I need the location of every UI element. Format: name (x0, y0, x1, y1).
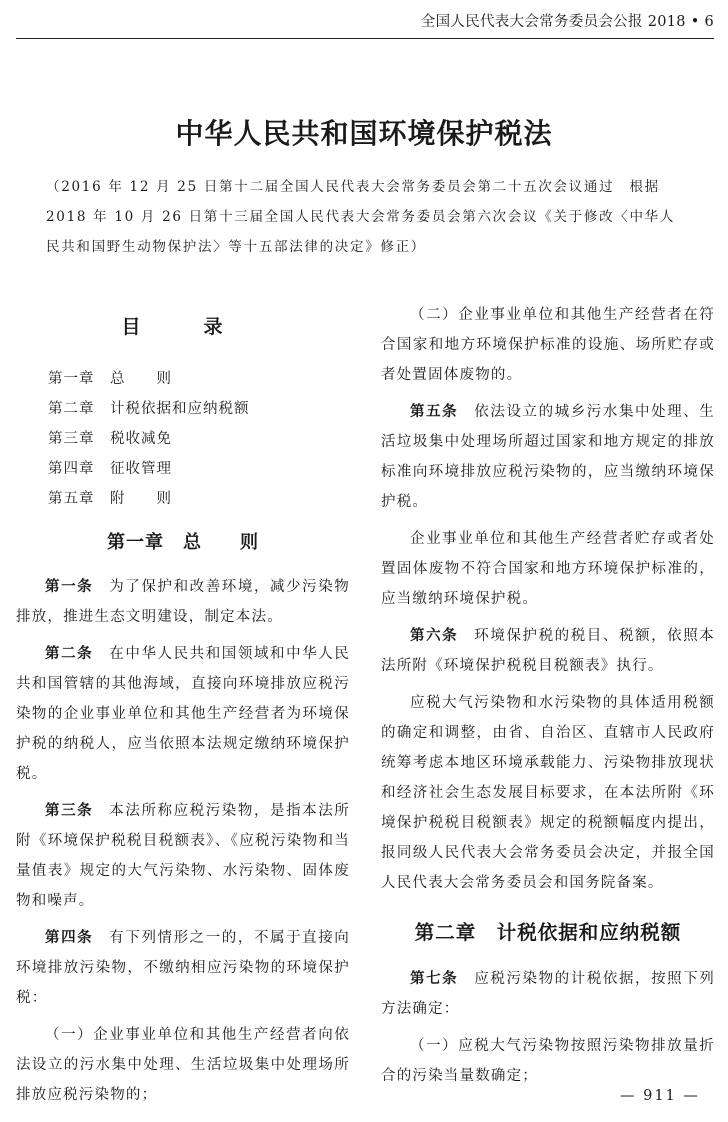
toc-name: 总 则 (110, 371, 172, 387)
chapter-heading: 第二章 计税依据和应纳税额 (414, 921, 682, 944)
article-text: 为了保护和改善环境，减少污染物排放，推进生态文明建设，制定本法。 (16, 579, 350, 625)
article-text: 本法所称应税污染物，是指本法所附《环境保护税税目税额表》、《应税污染物和当量值表》规定的大气污染物、水污染物、固体废物和噪声。 (16, 803, 350, 909)
law-title: 中华人民共和国环境保护税法 (175, 117, 553, 150)
article-text: （一）企业事业单位和其他生产经营者向依法设立的污水集中处理、生活垃圾集中处理场所排放应税污染物的； (16, 1027, 350, 1103)
article-label: 第四条 (45, 930, 94, 946)
toc-item[interactable] (16, 394, 350, 424)
article-paragraph (381, 1031, 715, 1091)
article-paragraph (381, 300, 715, 390)
article-label: 第二条 (45, 646, 94, 662)
article-paragraph (16, 572, 350, 632)
article-paragraph (381, 397, 715, 517)
right-column (381, 300, 715, 1098)
article-text: （一）应税大气污染物按照污染物排放量折合的污染当量数确定； (381, 1038, 715, 1084)
article-paragraph (381, 688, 715, 898)
article-paragraph (16, 923, 350, 1013)
page-number: — 911 — (620, 1088, 700, 1104)
toc-title: 目 录 (121, 316, 245, 338)
preamble-line: （2016 年 12 月 25 日第十二届全国人民代表大会常务委员会第二十五次会议通过 根据 (46, 179, 660, 195)
preamble-line: 民共和国野生动物保护法〉等十五部法律的决定》修正） (46, 239, 426, 255)
preamble-line: 2018 年 10 月 26 日第十三届全国人民代表大会常务委员会第六次会议《关于修改〈中华人 (46, 209, 676, 225)
article-paragraph (381, 964, 715, 1024)
toc-name: 征收管理 (110, 461, 172, 477)
toc-chapter: 第四章 (48, 461, 95, 477)
article-text: 在中华人民共和国领域和中华人民共和国管辖的其他海域，直接向环境排放应税污染物的企业事业单位和其他生产经营者为环境保护税的纳税人，应当依照本法规定缴纳环境保护税。 (16, 646, 350, 782)
article-text: 企业事业单位和其他生产经营者贮存或者处置固体废物不符合国家和地方环境保护标准的，应当缴纳环境保护税。 (381, 531, 715, 607)
article-label: 第七条 (410, 971, 459, 987)
toc-name: 计税依据和应纳税额 (110, 401, 250, 417)
toc-chapter: 第二章 (48, 401, 95, 417)
article-text: （二）企业事业单位和其他生产经营者在符合国家和地方环境保护标准的设施、场所贮存或者处置固体废物的。 (381, 307, 715, 383)
article-label: 第三条 (45, 803, 94, 819)
article-paragraph (381, 621, 715, 681)
running-header (16, 0, 714, 39)
article-text: 应税大气污染物和水污染物的具体适用税额的确定和调整，由省、自治区、直辖市人民政府统筹考虑本地区环境承载能力、污染物排放现状和经济社会生态发展目标要求，在本法所附《环境保护税税目税额表》规定的税额幅度内提出，报同级人民代表大会常务委员会决定，并报全国人民代表大会常务委员会和国务院备案。 (381, 695, 715, 891)
article-text: 依法设立的城乡污水集中处理、生活垃圾集中处理场所超过国家和地方规定的排放标准向环境排放应税污染物的，应当缴纳环境保护税。 (381, 404, 715, 510)
article-label: 第五条 (410, 404, 459, 420)
toc-name: 税收减免 (110, 431, 172, 447)
article-text: 环境保护税的税目、税额，依照本法所附《环境保护税税目税额表》执行。 (381, 628, 715, 674)
toc-chapter: 第一章 (48, 371, 95, 387)
toc-chapter: 第五章 (48, 491, 95, 507)
article-paragraph (16, 1020, 350, 1110)
journal-name: 全国人民代表大会常务委员会公报 2018 • 6 (420, 14, 714, 30)
article-label: 第一条 (45, 579, 94, 595)
chapter-heading: 第一章 总 则 (107, 532, 259, 553)
toc-chapter: 第三章 (48, 431, 95, 447)
article-text: 有下列情形之一的，不属于直接向环境排放污染物，不缴纳相应污染物的环境保护税： (16, 930, 350, 1006)
article-paragraph (16, 639, 350, 789)
article-text: 应税污染物的计税依据，按照下列方法确定： (381, 971, 715, 1017)
article-paragraph (16, 796, 350, 916)
article-label: 第六条 (410, 628, 459, 644)
left-column (16, 300, 350, 1117)
toc-item[interactable] (16, 424, 350, 454)
toc-name: 附 则 (110, 491, 172, 507)
toc-item[interactable] (16, 484, 350, 514)
toc-item[interactable] (16, 364, 350, 394)
toc-item[interactable] (16, 454, 350, 484)
article-paragraph (381, 524, 715, 614)
